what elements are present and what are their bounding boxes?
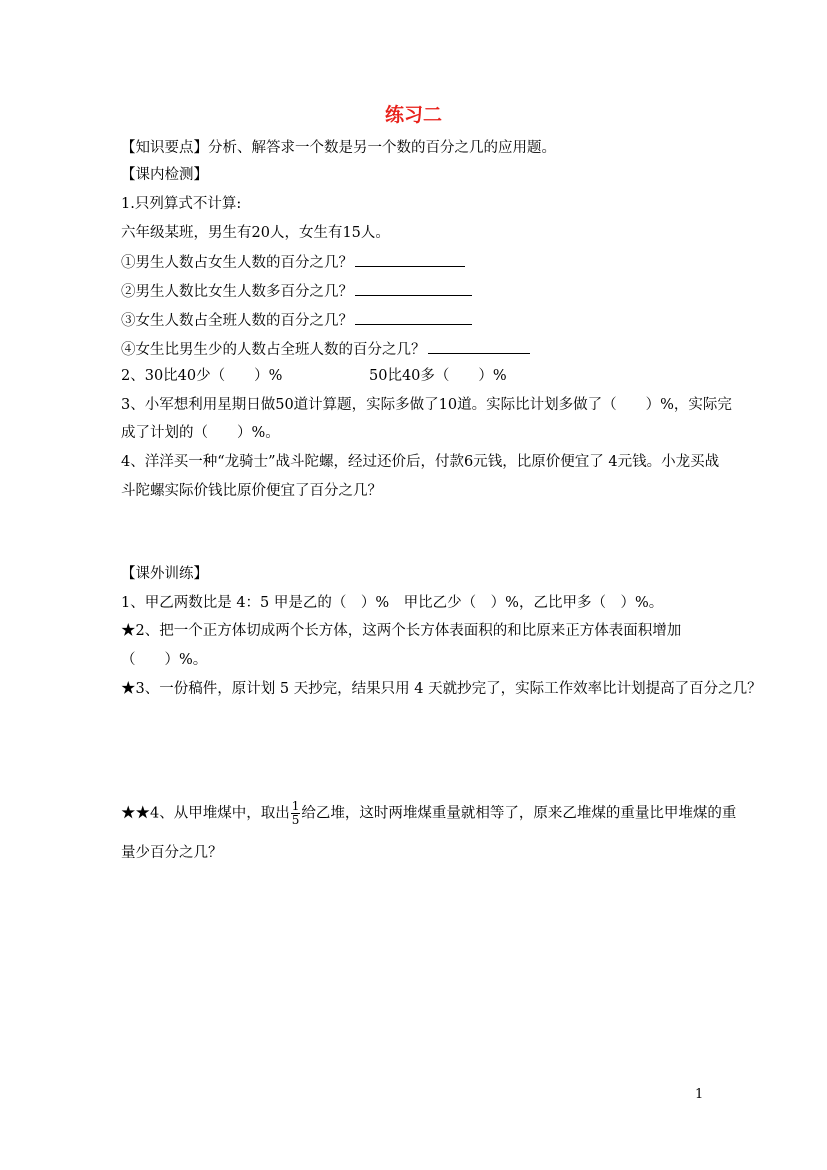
- question-1a: [121, 252, 465, 273]
- exercise-1: 1、甲乙两数比是 4：5 甲是乙的（ ）% 甲比乙少（ ）%，乙比甲多（ ）%。: [121, 595, 664, 611]
- exercise-4-line2: 量少百分之几？: [121, 845, 223, 861]
- page-number: 1: [695, 1087, 704, 1102]
- question-1b: [121, 281, 472, 302]
- exercise-3: ★3、一份稿件，原计划 5 天抄完，结果只用 4 天就抄完了，实际工作效率比计划提高了百分之几？: [121, 681, 762, 697]
- outclass-header: 【课外训练】: [121, 566, 208, 582]
- exercise-4-post: 给乙堆，这时两堆煤重量就相等了，原来乙堆煤的重量比甲堆煤的重: [301, 805, 737, 822]
- question-1b-text: ②男生人数比女生人数多百分之几？: [121, 284, 353, 300]
- answer-blank-1b[interactable]: [355, 281, 472, 296]
- question-1a-text: ①男生人数占女生人数的百分之几？: [121, 255, 353, 271]
- fraction-one-fifth: [291, 800, 301, 827]
- fraction-denominator: 5: [291, 813, 300, 827]
- exercise-4-line1: [121, 800, 736, 827]
- question-2a: 2、30比40少（ ）%: [121, 368, 283, 384]
- answer-blank-1c[interactable]: [355, 310, 472, 325]
- exercise-4-pre: ★★4、从甲堆煤中，取出: [121, 805, 290, 822]
- page-title: 练习二: [384, 104, 442, 126]
- fraction-numerator: 1: [291, 799, 300, 813]
- answer-blank-1a[interactable]: [355, 252, 465, 267]
- question-1c: [121, 310, 472, 331]
- question-3-line2: 成了计划的（ ）%。: [121, 425, 280, 441]
- knowledge-points: 【知识要点】分析、解答求一个数是另一个数的百分之几的应用题。: [121, 140, 556, 156]
- question-2b: 50比40多（ ）%: [369, 368, 507, 384]
- question-1-context: 六年级某班，男生有20人，女生有15人。: [121, 225, 390, 241]
- question-4-line1: 4、洋洋买一种“龙骑士”战斗陀螺，经过还价后，付款6元钱，比原价便宜了 4元钱。小龙买战: [121, 454, 720, 470]
- question-3-line1: 3、小军想利用星期日做50道计算题，实际多做了10道。实际比计划多做了（ ）%，实际完: [121, 397, 732, 413]
- question-1-intro: 1.只列算式不计算:: [121, 196, 242, 212]
- question-1c-text: ③女生人数占全班人数的百分之几？: [121, 313, 353, 329]
- exercise-2-line2: （ ）%。: [121, 652, 208, 668]
- question-4-line2: 斗陀螺实际价钱比原价便宜了百分之几？: [121, 483, 382, 499]
- answer-blank-1d[interactable]: [428, 339, 530, 354]
- inclass-header: 【课内检测】: [121, 167, 208, 183]
- question-1d-text: ④女生比男生少的人数占全班人数的百分之几？: [121, 342, 426, 358]
- question-1d: [121, 339, 530, 360]
- exercise-2-line1: ★2、把一个正方体切成两个长方体，这两个长方体表面积的和比原来正方体表面积增加: [121, 623, 682, 639]
